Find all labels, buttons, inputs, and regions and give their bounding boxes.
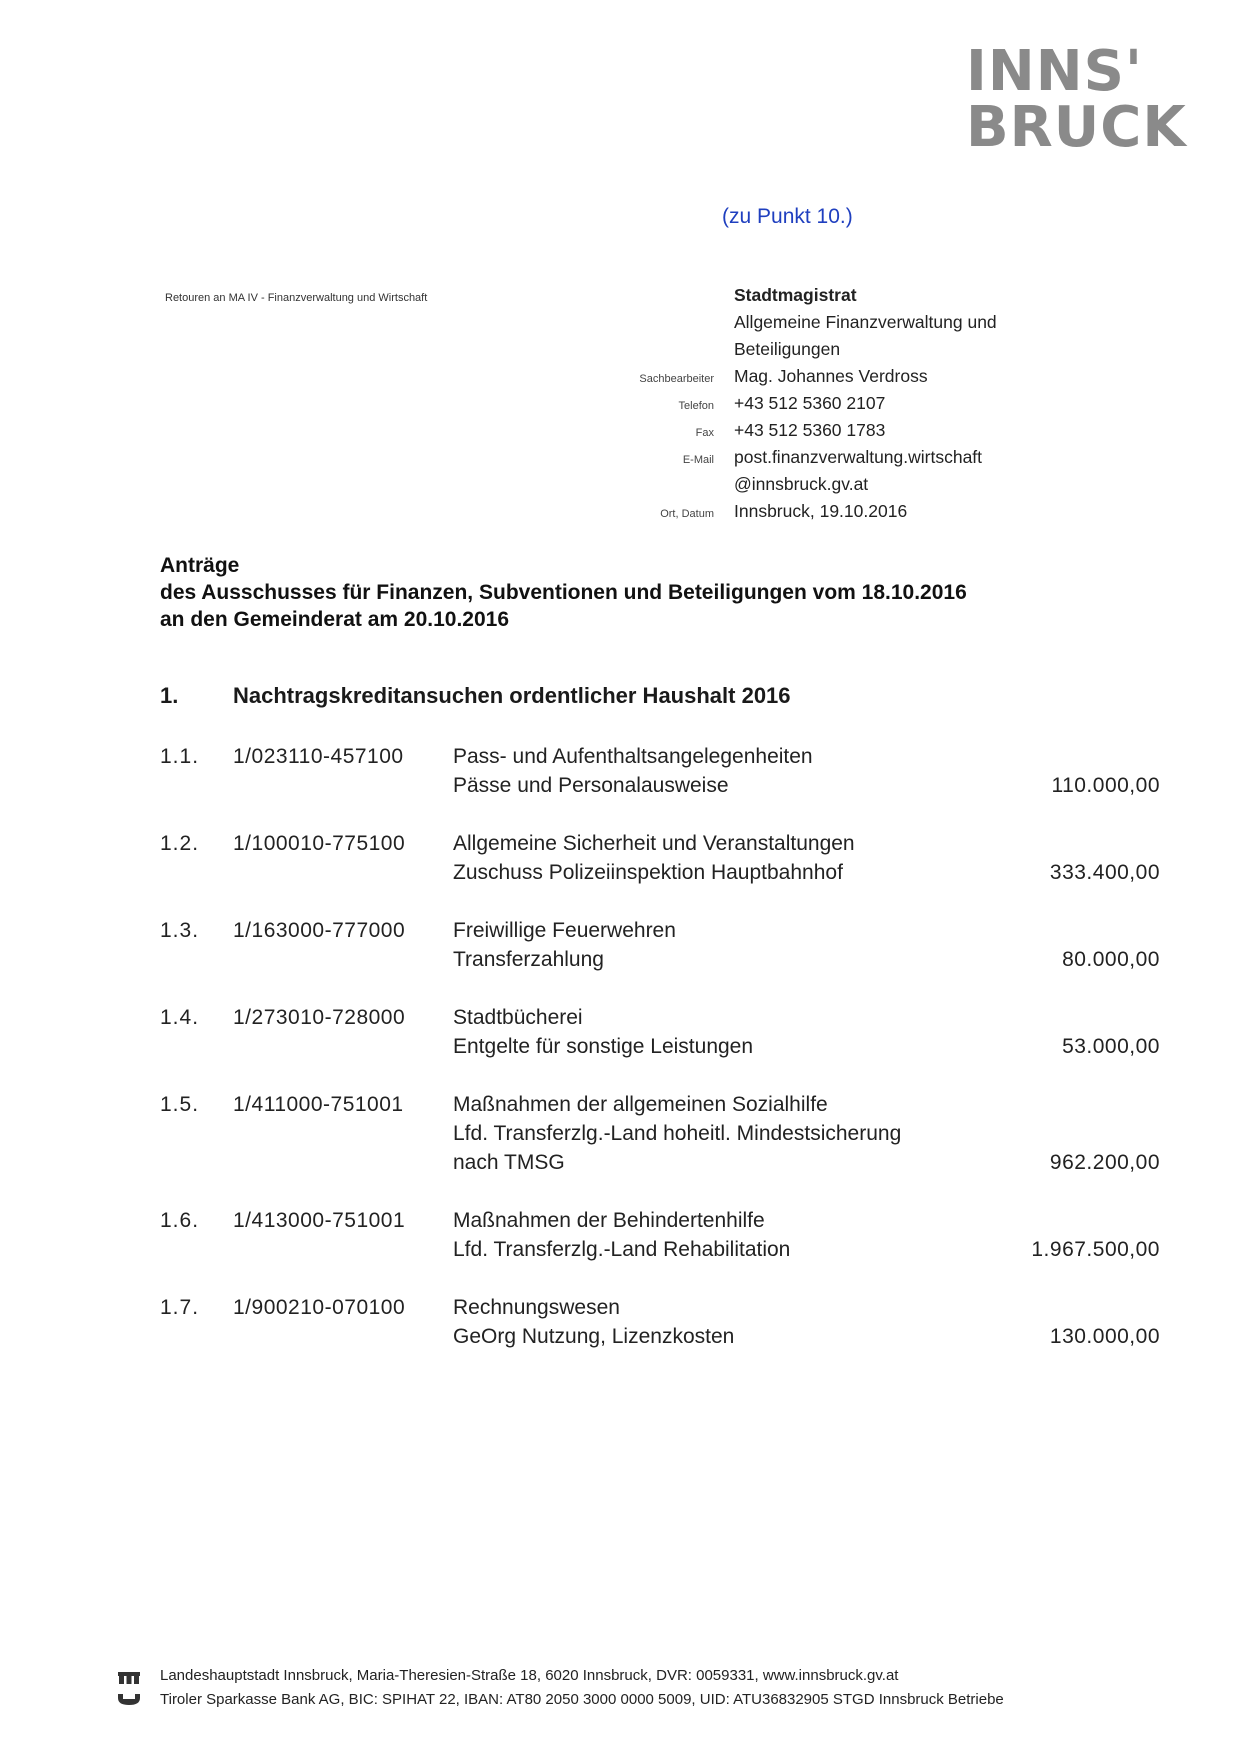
account-number: 1/163000-777000: [233, 919, 406, 942]
item-amount: 110.000,00: [1051, 774, 1160, 797]
office-row: [600, 282, 1160, 309]
item-amount: 962.200,00: [1049, 1151, 1160, 1174]
phone-label: Telefon: [678, 400, 714, 412]
city-emblem-icon: [117, 1668, 141, 1708]
logo-line-1: INNS': [966, 39, 1144, 104]
section-heading: [160, 683, 791, 709]
item-number: 1.2.: [160, 832, 200, 855]
place-date-row: [600, 498, 1160, 525]
department-name-line-1: Allgemeine Finanzverwaltung und: [734, 312, 997, 332]
return-address: Retouren an MA IV - Finanzverwaltung und Wirtschaft: [165, 292, 428, 304]
description-line: Lfd. Transferzlg.-Land Rehabilitation: [453, 1238, 791, 1261]
logo-line-2: BRUCK: [966, 95, 1187, 160]
title-line-2: des Ausschusses für Finanzen, Subventionen und Beteiligungen vom 18.10.2016: [160, 581, 967, 604]
credit-request-item: [160, 1293, 1160, 1351]
department-name-line-2: Beteiligungen: [734, 339, 841, 359]
clerk-name: Mag. Johannes Verdross: [734, 366, 928, 386]
item-description: [453, 742, 973, 800]
description-line: Freiwillige Feuerwehren: [453, 919, 676, 942]
document-title: [160, 552, 967, 633]
email-address-line-2: @innsbruck.gv.at: [734, 474, 869, 494]
credit-request-item: [160, 1090, 1160, 1177]
account-number: 1/900210-070100: [233, 1296, 406, 1319]
item-amount: 130.000,00: [1049, 1325, 1160, 1348]
description-line: Pass- und Aufenthaltsangelegenheiten: [453, 745, 813, 768]
item-number: 1.7.: [160, 1296, 200, 1319]
fax-number: +43 512 5360 1783: [734, 420, 886, 440]
item-number: 1.5.: [160, 1093, 200, 1116]
account-number: 1/100010-775100: [233, 832, 406, 855]
section-number: 1.: [160, 683, 179, 708]
credit-request-item: [160, 1206, 1160, 1264]
agenda-point-reference: (zu Punkt 10.): [722, 205, 853, 228]
credit-request-item: [160, 916, 1160, 974]
description-line: nach TMSG: [453, 1151, 565, 1174]
title-line-1: Anträge: [160, 554, 240, 577]
item-number: 1.1.: [160, 745, 200, 768]
item-amount: 1.967.500,00: [1031, 1238, 1160, 1261]
description-line: Transferzahlung: [453, 948, 604, 971]
section-title: Nachtragskreditansuchen ordentlicher Haushalt 2016: [233, 683, 791, 708]
fax-row: [600, 417, 1160, 444]
description-line: Pässe und Personalausweise: [453, 774, 729, 797]
item-amount: 333.400,00: [1049, 861, 1160, 884]
account-number: 1/413000-751001: [233, 1209, 406, 1232]
contact-block: [600, 282, 1160, 525]
clerk-row: [600, 363, 1160, 390]
place-date-label: Ort, Datum: [660, 508, 714, 520]
fax-label: Fax: [695, 427, 714, 439]
department-row-1: [600, 309, 1160, 336]
title-line-3: an den Gemeinderat am 20.10.2016: [160, 608, 510, 631]
place-date: Innsbruck, 19.10.2016: [734, 501, 908, 521]
footer-address: Landeshauptstadt Innsbruck, Maria-Theresien-Straße 18, 6020 Innsbruck, DVR: 0059331, www.innsbruck.gv.at: [160, 1667, 899, 1684]
item-number: 1.6.: [160, 1209, 200, 1232]
credit-request-item: [160, 829, 1160, 887]
item-description: [453, 1293, 973, 1351]
account-number: 1/273010-728000: [233, 1006, 406, 1029]
item-amount: 80.000,00: [1062, 948, 1160, 971]
item-description: [453, 1090, 973, 1177]
description-line: Entgelte für sonstige Leistungen: [453, 1035, 754, 1058]
email-row: [600, 444, 1160, 471]
innsbruck-logo: [966, 39, 1196, 160]
credit-request-list: [160, 742, 1160, 1380]
email-row-2: [600, 471, 1160, 498]
office-name: Stadtmagistrat: [734, 285, 857, 305]
description-line: Lfd. Transferzlg.-Land hoheitl. Mindestsicherung: [453, 1122, 902, 1145]
description-line: Allgemeine Sicherheit und Veranstaltungen: [453, 832, 855, 855]
description-line: Zuschuss Polizeiinspektion Hauptbahnhof: [453, 861, 843, 884]
item-number: 1.3.: [160, 919, 200, 942]
account-number: 1/411000-751001: [233, 1093, 404, 1116]
email-address-line-1: post.finanzverwaltung.wirtschaft: [734, 447, 983, 467]
description-line: Rechnungswesen: [453, 1296, 620, 1319]
footer-bank-details: Tiroler Sparkasse Bank AG, BIC: SPIHAT 22, IBAN: AT80 2050 3000 0000 5009, UID: ATU36832905 STGD Innsbruck Betriebe: [160, 1691, 1004, 1708]
item-description: [453, 1206, 973, 1264]
credit-request-item: [160, 742, 1160, 800]
description-line: Maßnahmen der Behindertenhilfe: [453, 1209, 765, 1232]
credit-request-item: [160, 1003, 1160, 1061]
description-line: GeOrg Nutzung, Lizenzkosten: [453, 1325, 735, 1348]
item-amount: 53.000,00: [1062, 1035, 1160, 1058]
footer: [117, 1664, 1197, 1712]
item-description: [453, 1003, 973, 1061]
email-label: E-Mail: [682, 454, 714, 466]
account-number: 1/023110-457100: [233, 745, 404, 768]
phone-number: +43 512 5360 2107: [734, 393, 886, 413]
phone-row: [600, 390, 1160, 417]
department-row-2: [600, 336, 1160, 363]
clerk-label: Sachbearbeiter: [639, 373, 714, 385]
item-description: [453, 916, 973, 974]
description-line: Stadtbücherei: [453, 1006, 583, 1029]
description-line: Maßnahmen der allgemeinen Sozialhilfe: [453, 1093, 828, 1116]
item-number: 1.4.: [160, 1006, 200, 1029]
item-description: [453, 829, 973, 887]
